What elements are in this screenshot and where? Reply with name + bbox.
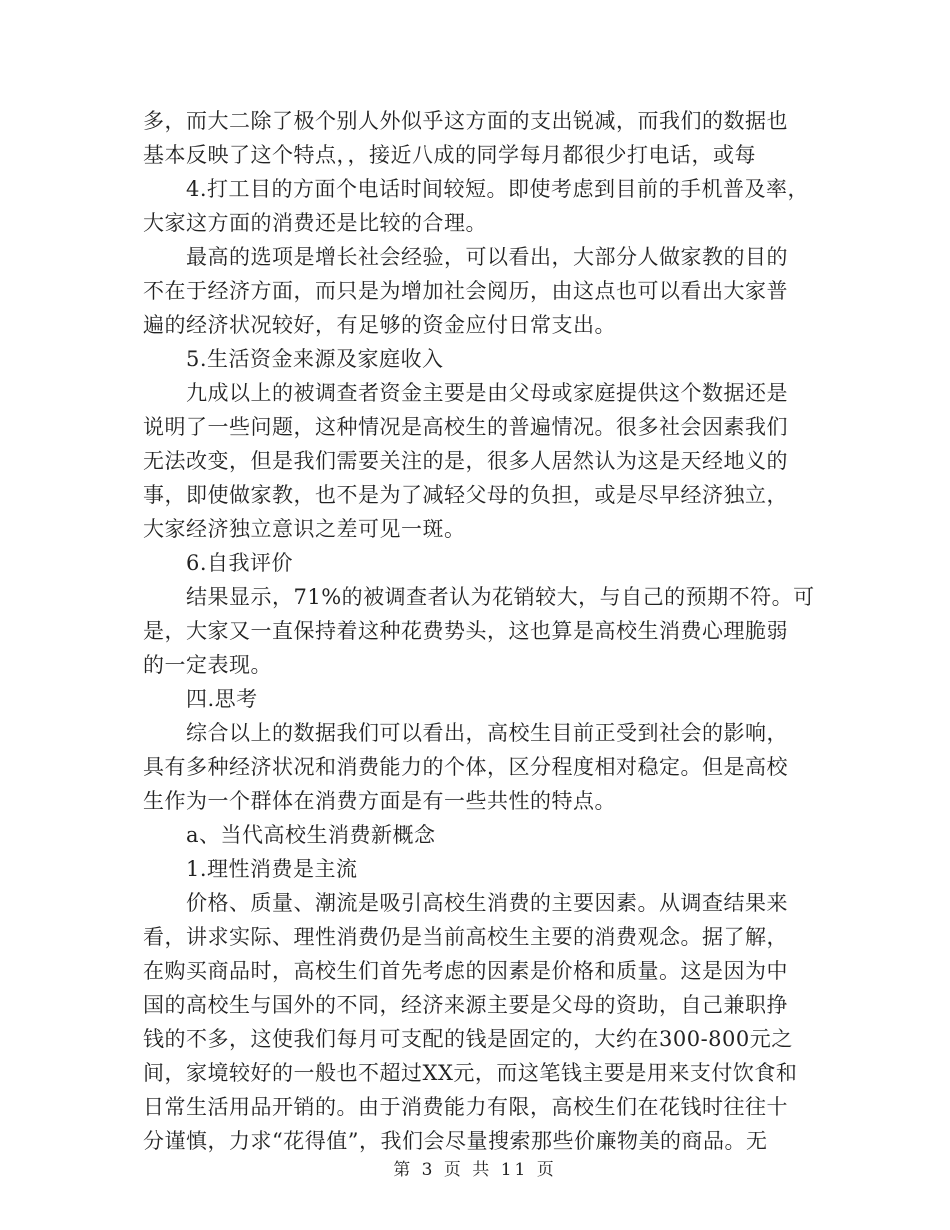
- text-line: 的一定表现。: [143, 653, 272, 677]
- text-line: 大家经济独立意识之差可见一斑。: [143, 517, 466, 541]
- page-number-footer: 第 3 页 共 11 页: [393, 1160, 557, 1180]
- text-line: 四.思考: [186, 687, 258, 711]
- text-line: 基本反映了这个特点，，接近八成的同学每月都很少打电话，或每: [143, 143, 756, 167]
- body-text: [143, 104, 815, 1158]
- text-line: 5.生活资金来源及家庭收入: [186, 347, 444, 371]
- text-line: 分谨慎，力求“花得值”，我们会尽量搜索那些价廉物美的商品。无: [143, 1129, 768, 1153]
- text-line: 6.自我评价: [186, 551, 294, 575]
- text-line: 具有多种经济状况和消费能力的个体，区分程度相对稳定。但是高校: [143, 755, 788, 779]
- text-line: 国的高校生与国外的不同，经济来源主要是父母的资助，自己兼职挣: [143, 993, 788, 1017]
- text-line: 生作为一个群体在消费方面是有一些共性的特点。: [143, 789, 616, 813]
- text-line: 不在于经济方面，而只是为增加社会阅历，由这点也可以看出大家普: [143, 279, 788, 303]
- text-line: 九成以上的被调查者资金主要是由父母或家庭提供这个数据还是: [186, 381, 788, 405]
- text-line: 最高的选项是增长社会经验，可以看出，大部分人做家教的目的: [186, 245, 788, 269]
- text-line: 大家这方面的消费还是比较的合理。: [143, 211, 487, 235]
- text-line: 综合以上的数据我们可以看出，高校生目前正受到社会的影响，: [186, 721, 788, 745]
- text-line: 看，讲求实际、理性消费仍是当前高校生主要的消费观念。据了解，: [143, 925, 788, 949]
- text-line: 4.打工目的方面个电话时间较短。即使考虑到目前的手机普及率，: [186, 177, 810, 201]
- text-line: 事，即使做家教，也不是为了减轻父母的负担，或是尽早经济独立，: [143, 483, 788, 507]
- text-line: 是，大家又一直保持着这种花费势头，这也算是高校生消费心理脆弱: [143, 619, 788, 643]
- text-line: 说明了一些问题，这种情况是高校生的普遍情况。很多社会因素我们: [143, 415, 788, 439]
- text-line: 结果显示，71%的被调查者认为花销较大，与自己的预期不符。可: [186, 585, 815, 609]
- text-line: 日常生活用品开销的。由于消费能力有限，高校生们在花钱时往往十: [143, 1095, 788, 1119]
- text-line: a、当代高校生消费新概念: [186, 823, 436, 847]
- text-line: 钱的不多，这使我们每月可支配的钱是固定的，大约在300-800元之: [143, 1027, 793, 1051]
- text-line: 无法改变，但是我们需要关注的是，很多人居然认为这是天经地义的: [143, 449, 788, 473]
- text-line: 1.理性消费是主流: [186, 857, 358, 881]
- text-line: 在购买商品时，高校生们首先考虑的因素是价格和质量。这是因为中: [143, 959, 788, 983]
- text-line: 遍的经济状况较好，有足够的资金应付日常支出。: [143, 313, 616, 337]
- text-line: 多，而大二除了极个别人外似乎这方面的支出锐减，而我们的数据也: [143, 109, 788, 133]
- text-line: 间，家境较好的一般也不超过XX元，而这笔钱主要是用来支付饮食和: [143, 1061, 798, 1085]
- text-line: 价格、质量、潮流是吸引高校生消费的主要因素。从调查结果来: [186, 891, 788, 915]
